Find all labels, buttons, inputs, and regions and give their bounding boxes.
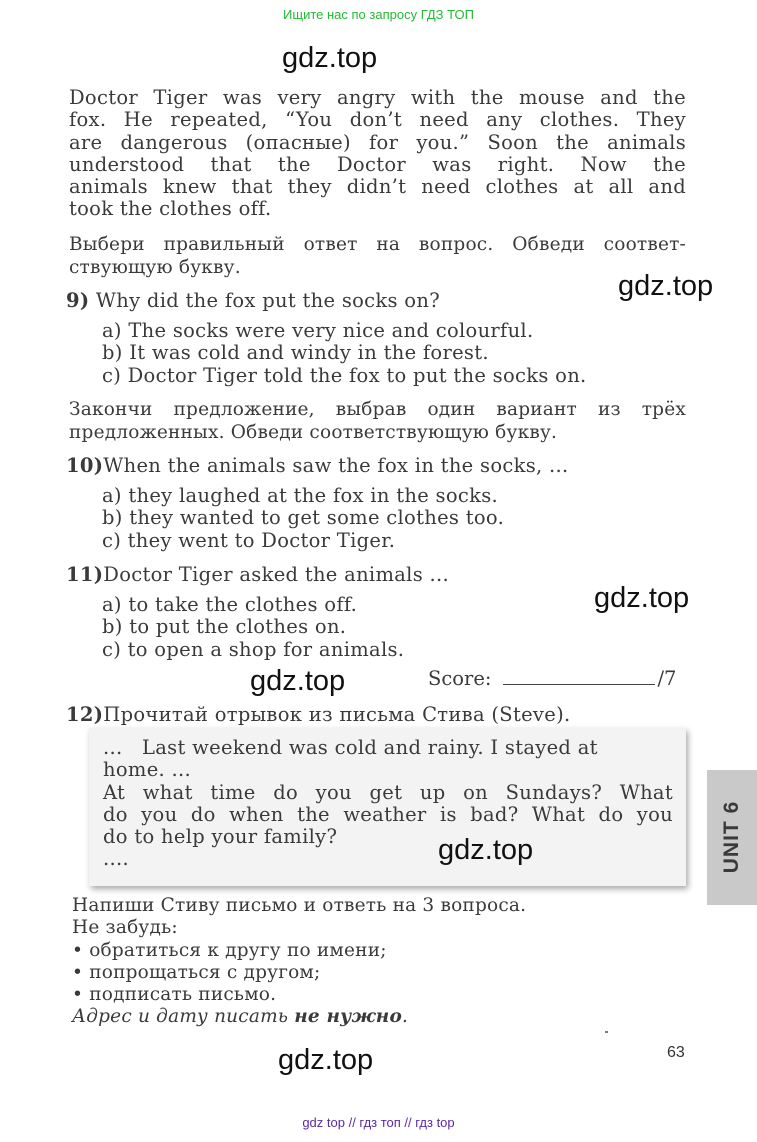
story-line: are dangerous (опасные) for you.” Soon the animals: [69, 130, 686, 154]
story-line: animals knew that they didn’t need clothes at all and: [69, 175, 686, 199]
watermark: gdz.top: [250, 665, 346, 697]
question-text: Doctor Tiger asked the animals ...: [103, 563, 450, 586]
answer-option[interactable]: a) The socks were very nice and colourful.: [102, 319, 534, 342]
instruction-line: Закончи предложение, выбрав один вариант из трёх: [69, 399, 686, 420]
watermark: gdz.top: [594, 582, 690, 614]
story-paragraph: [69, 87, 686, 221]
question-text: Прочитай отрывок из письма Стива (Steve).: [103, 703, 571, 726]
answer-option[interactable]: a) they laughed at the fox in the socks.: [102, 484, 499, 507]
instruction-line: Выбери правильный ответ на вопрос. Обведи соответ-: [69, 234, 686, 255]
question-number: 12): [66, 703, 104, 726]
answer-option[interactable]: c) Doctor Tiger told the fox to put the socks on.: [102, 363, 587, 387]
answer-option[interactable]: b) they wanted to get some clothes too.: [102, 506, 505, 530]
question-number: 9): [66, 289, 90, 312]
unit-tab: [707, 770, 757, 905]
letter-line: ....: [103, 847, 129, 871]
story-line: Doctor Tiger was very angry with the mouse and the: [69, 86, 686, 109]
story-line: took the clothes off.: [69, 197, 272, 221]
question-text: When the animals saw the fox in the socks, ...: [103, 454, 569, 477]
task-note: [72, 1006, 632, 1028]
score-label: Score:: [428, 667, 492, 690]
letter-line: do you do when the weather is bad? What do you: [103, 802, 673, 826]
letter-line: home. ...: [103, 758, 192, 782]
question-number: 11): [66, 563, 104, 586]
score-input-line[interactable]: [503, 670, 655, 685]
watermark: gdz.top: [282, 42, 378, 74]
story-line: fox. He repeated, “You don’t need any clothes. They: [69, 108, 686, 132]
page-number: 63: [667, 1044, 685, 1061]
question-9-options: [102, 320, 587, 387]
question-12: [66, 704, 571, 726]
unit-tab-label: UNIT 6: [720, 800, 743, 874]
question-10: [66, 455, 569, 477]
question-text: Why did the fox put the socks on?: [95, 289, 440, 312]
task-note-end: .: [402, 1006, 409, 1028]
task-note-start: Адрес и дату писать: [72, 1006, 289, 1028]
question-11-options: [102, 594, 404, 661]
answer-option[interactable]: b) It was cold and windy in the forest.: [102, 341, 489, 365]
instruction-line: ствующую букву.: [69, 256, 241, 278]
letter-excerpt: [103, 737, 673, 871]
footer-links[interactable]: gdz top // гдз топ // гдз top: [302, 1115, 455, 1130]
watermark: gdz.top: [438, 834, 534, 866]
task-line: Не забудь:: [72, 917, 178, 939]
top-banner[interactable]: Ищите нас по запросу ГДЗ ТОП: [283, 7, 474, 22]
watermark: gdz.top: [278, 1044, 374, 1076]
letter-line: ... Last weekend was cold and rainy. I stayed at: [103, 736, 598, 759]
task-bullet: • обратиться к другу по имени;: [72, 940, 632, 962]
question-11: [66, 564, 449, 586]
answer-option[interactable]: a) to take the clothes off.: [102, 593, 358, 616]
task-bullet: • попрощаться с другом;: [72, 962, 632, 984]
task-note-bold: не нужно: [294, 1006, 403, 1028]
story-line: understood that the Doctor was right. Now the: [69, 152, 686, 176]
task-line: Напиши Стиву письмо и ответь на 3 вопроса.: [72, 895, 527, 916]
instruction-line: предложенных. Обведи соответствующую букву.: [69, 421, 558, 443]
question-10-options: [102, 485, 504, 552]
answer-option[interactable]: c) to open a shop for animals.: [102, 637, 405, 661]
print-mark: [605, 1031, 608, 1033]
answer-option[interactable]: b) to put the clothes on.: [102, 615, 347, 639]
task-bullet: • подписать письмо.: [72, 984, 632, 1006]
watermark: gdz.top: [618, 270, 714, 302]
score-total: /7: [657, 667, 677, 690]
answer-option[interactable]: c) they went to Doctor Tiger.: [102, 528, 396, 552]
instruction-finish-sentence: [69, 399, 686, 444]
question-number: 10): [66, 454, 104, 477]
letter-line: At what time do you get up on Sundays? What: [103, 780, 673, 804]
instruction-choose-answer: [69, 234, 686, 279]
question-9: [66, 290, 440, 312]
score-field: [428, 667, 676, 690]
letter-line: do to help your family?: [103, 825, 338, 849]
writing-task: [72, 895, 632, 1029]
